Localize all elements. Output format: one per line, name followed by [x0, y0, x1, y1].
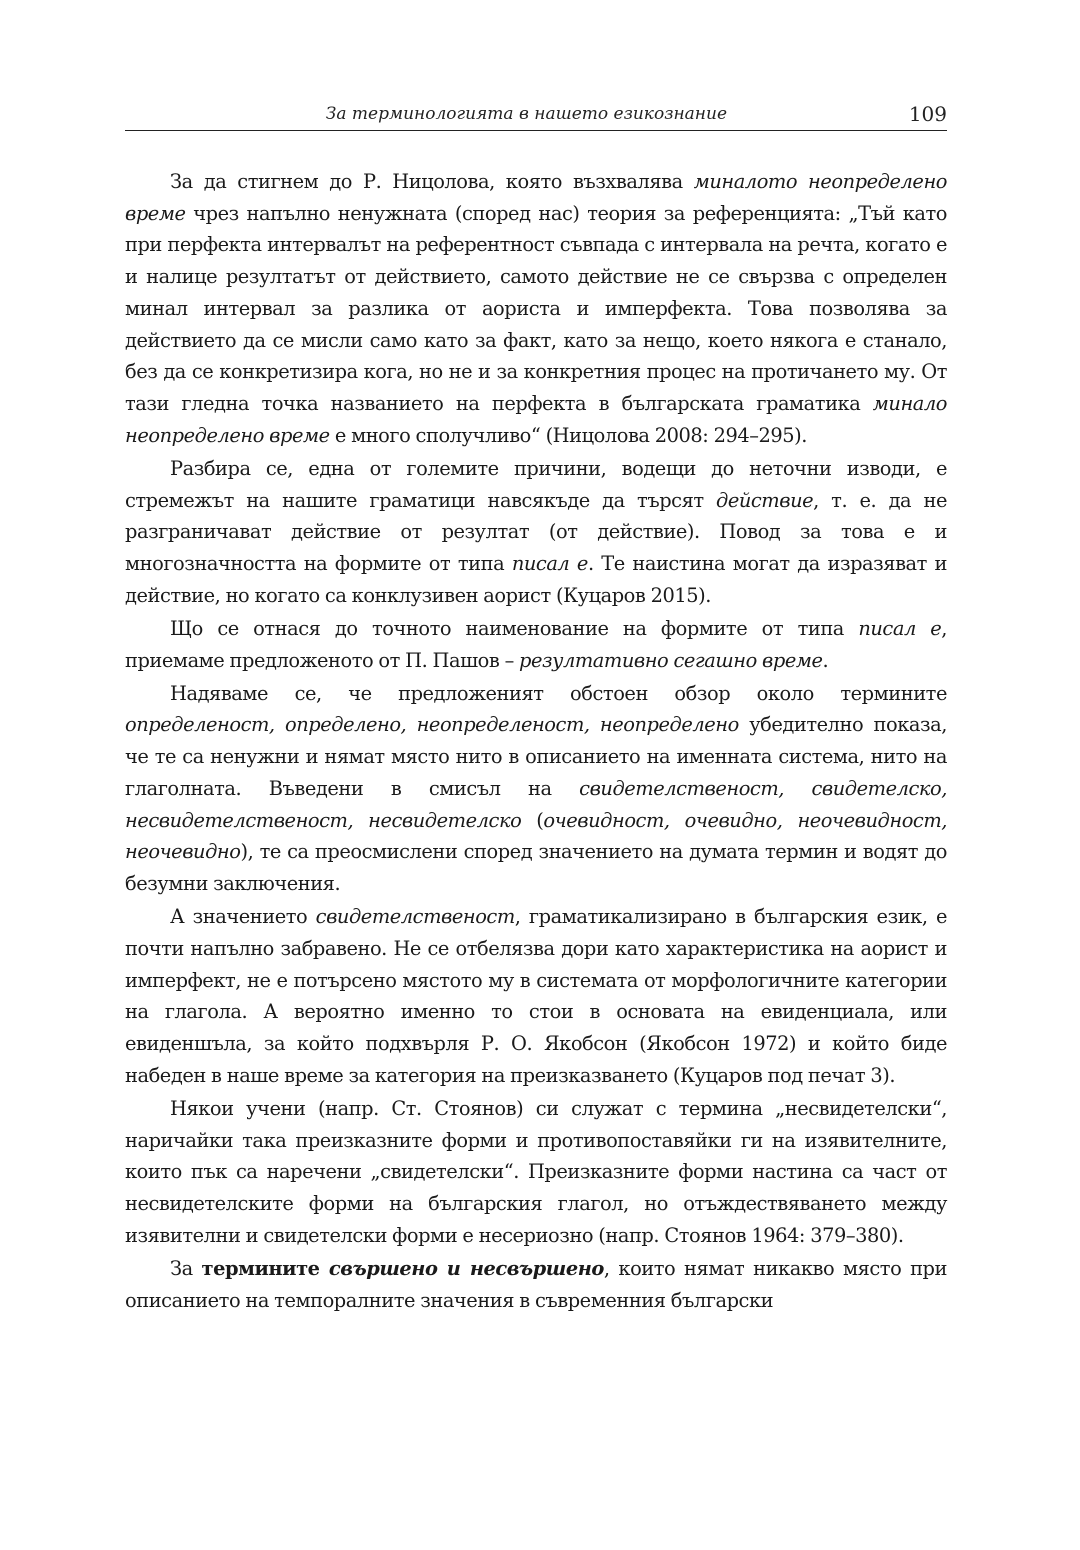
paragraph-3: Що се отнася до точното наименование на формите от типа писал е, приемаме предложеното от П. Пашов – резултативно сегашно време.	[125, 616, 948, 672]
italic-term: минало неопределено време	[125, 391, 947, 447]
italic-term: миналото неопределено време	[125, 170, 947, 225]
paragraph-5: А значението свидетелственост, граматикализирано в българския език, е почти напълно забравено. Не се отбелязва дори като характеристика на аорист и имперфект, не е потърсено мястото му в системата от морфологичните категории на глагола. А вероятно именно то стои в основата на евиденциала, или евиденшъла, за който подхвърля Р. О. Якобсон (Якобсон 1972) и който биде набеден в наше време за категория на преизказването (Куцаров под печат 3).	[125, 905, 947, 1087]
italic-term: определеност, определено, неопределеност, неопределено	[125, 713, 739, 737]
paragraph-4: Надяваме се, че предложеният обстоен обзор около термините определеност, определено, неопределеност, неопределено убедително показа, че те са ненужни и нямат място нито в описанието на именната система, нито на глаголната. Въведени в смисъл на свидетелственост, свидетелско, несвидетелственост, несвидетелско (очевидност, очевидно, неочевидност, неочевидно), те са преосмислени според значението на думата термин и водят до безумни заключения.	[125, 681, 947, 895]
paragraph-6: Някои учени (напр. Ст. Стоянов) си служат с термина „несвидетелски“, наричайки така преизказните форми и противопоставяйки ги на изявителните, които пък са наречени „свидетелски“. Преизказните форми настина са част от несвидетелските форми на българския глагол, но отъждествяването между изявителни и свидетелски форми е несериозно (напр. Стоянов 1964: 379–380).	[125, 1096, 947, 1247]
book-page	[125, 0, 947, 1550]
running-title: За терминологията в нашето езикознание	[325, 104, 727, 124]
bold-italic-term: свършено и несвършено	[328, 1256, 604, 1280]
paragraph-2: Разбира се, една от големите причини, водещи до неточни изводи, е стремежът на нашите граматици навсякъде да търсят действие, т. е. да не разграничават действие от резултат (от действие). Повод за това е и многозначността на формите от типа писал е. Те наистина могат да изразяват и действие, но когато са конклузивен аорист (Куцаров 2015).	[125, 456, 947, 607]
italic-term: очевидност, очевидно, неочевидност, неочевидно	[125, 808, 947, 864]
italic-term: писал е	[511, 551, 588, 575]
italic-term: свидетелственост, свидетелско, несвидетелственост, несвидетелско	[125, 776, 947, 832]
italic-term: свидетелственост	[315, 905, 515, 929]
paragraph-1: За да стигнем до Р. Ницолова, която възхвалява миналото неопределено време чрез напълно ненужната (според нас) теория за референцията: „Тъй като при перфекта интервалът на референтност съвпада с интервала на речта, когато е и налице резултатът от действието, самото действие не се свързва с определен минал интервал за разлика от аориста и имперфекта. Това позволява за действието да се мисли само като за факт, като за нещо, което някога е станало, без да се конкретизира кога, но не и за конкретния процес на протичането му. От тази гледна точка названието на перфекта в българската граматика минало неопределено време е много сполучливо“ (Ницолова 2008: 294–295).	[125, 170, 947, 447]
page-number: 109	[908, 102, 947, 126]
italic-term: действие	[715, 488, 814, 512]
bold-term: термините	[201, 1256, 329, 1280]
italic-term: писал е	[858, 616, 942, 640]
italic-term: резултативно сегашно време	[519, 648, 823, 672]
paragraph-7: За термините свършено и несвършено, които нямат никакво място при описанието на темпоралните значения в съвременния български	[125, 1256, 947, 1312]
body-text	[125, 166, 947, 1318]
running-header	[125, 100, 947, 131]
